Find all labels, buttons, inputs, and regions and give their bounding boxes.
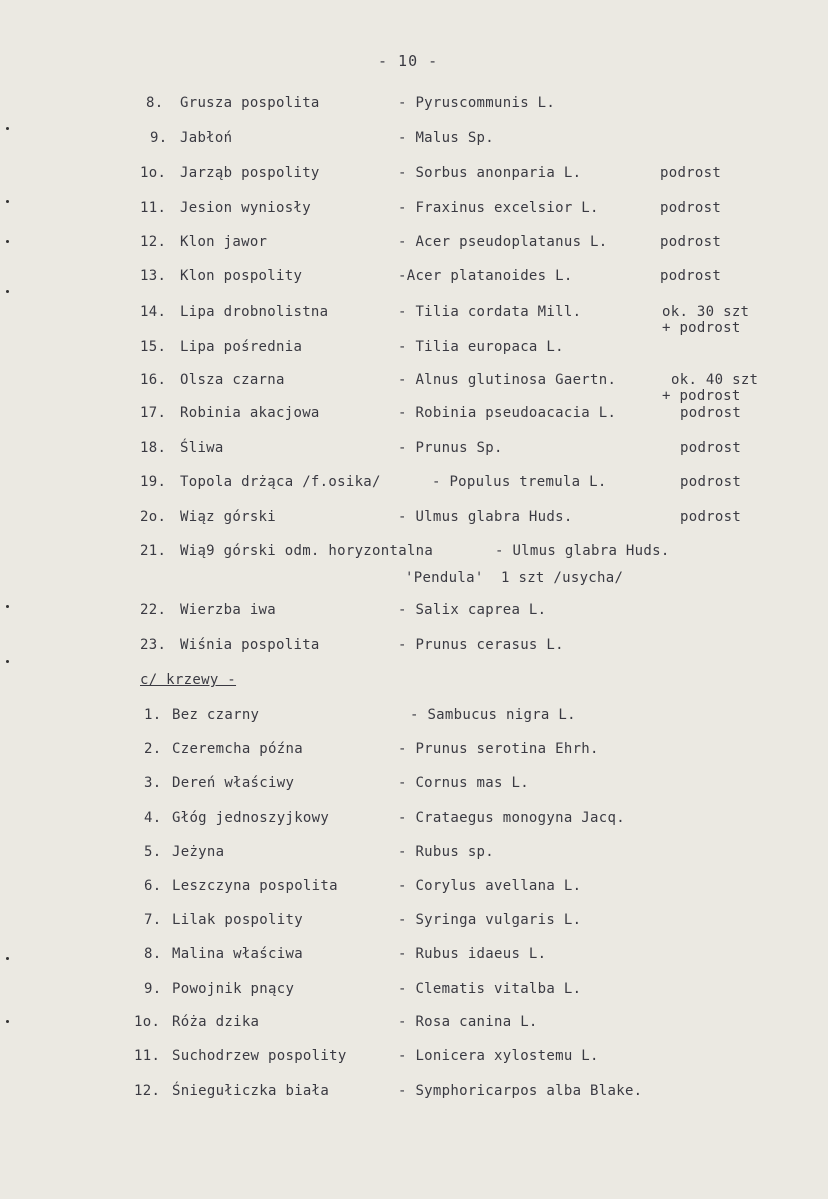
species-latin: - Tilia cordata Mill. (398, 304, 582, 320)
species-latin: - Syringa vulgaris L. (398, 912, 582, 928)
species-latin: - Alnus glutinosa Gaertn. (398, 372, 617, 388)
species-latin: - Crataegus monogyna Jacq. (398, 810, 625, 826)
list-number: 1o. (140, 165, 167, 181)
species-name: Głóg jednoszyjkowy (172, 810, 330, 826)
species-name: Wierzba iwa (180, 602, 277, 618)
species-name: Róża dzika (172, 1014, 260, 1030)
list-number: 21. (140, 543, 167, 559)
list-number: 19. (140, 474, 167, 490)
species-name: Dereń właściwy (172, 775, 295, 791)
species-note: ok. 40 szt (671, 372, 759, 388)
punch-hole-mark (6, 1020, 9, 1023)
list-number: 15. (140, 339, 167, 355)
punch-hole-mark (6, 240, 9, 243)
list-number: 2o. (140, 509, 167, 525)
species-note: podrost (680, 509, 742, 525)
list-number: 18. (140, 440, 167, 456)
species-name: Olsza czarna (180, 372, 285, 388)
list-number: 8. (146, 95, 164, 111)
page-number: - 10 - (378, 52, 439, 70)
list-number: 17. (140, 405, 167, 421)
species-name: Klon jawor (180, 234, 268, 250)
species-latin: - Populus tremula L. (432, 474, 607, 490)
list-number: 13. (140, 268, 167, 284)
species-latin: - Tilia europaca L. (398, 339, 564, 355)
species-latin: - Ulmus glabra Huds. (495, 543, 670, 559)
species-note: podrost (680, 474, 742, 490)
species-note: podrost (680, 440, 742, 456)
punch-hole-mark (6, 605, 9, 608)
species-note: podrost (660, 200, 722, 216)
list-number: 2. (144, 741, 162, 757)
species-note-continued: 'Pendula' 1 szt /usycha/ (405, 570, 624, 586)
species-latin: - Prunus cerasus L. (398, 637, 564, 653)
species-name: Jabłoń (180, 130, 233, 146)
list-number: 1. (144, 707, 162, 723)
species-note-continued: + podrost (662, 320, 741, 336)
species-latin: - Clematis vitalba L. (398, 981, 582, 997)
species-name: Grusza pospolita (180, 95, 320, 111)
species-latin: - Rubus sp. (398, 844, 495, 860)
species-name: Lipa drobnolistna (180, 304, 329, 320)
section-heading: c/ krzewy - (140, 672, 237, 688)
list-number: 11. (140, 200, 167, 216)
species-name: Leszczyna pospolita (172, 878, 338, 894)
species-name: Śliwa (180, 440, 224, 456)
list-number: 12. (134, 1083, 161, 1099)
species-latin: - Corylus avellana L. (398, 878, 582, 894)
list-number: 12. (140, 234, 167, 250)
species-latin: - Salix caprea L. (398, 602, 547, 618)
species-name: Powojnik pnący (172, 981, 295, 997)
list-number: 7. (144, 912, 162, 928)
species-note: podrost (660, 165, 722, 181)
species-note: podrost (660, 234, 722, 250)
list-number: 4. (144, 810, 162, 826)
species-note: podrost (660, 268, 722, 284)
species-latin: - Pyruscommunis L. (398, 95, 556, 111)
species-latin: - Sorbus anonparia L. (398, 165, 582, 181)
list-number: 5. (144, 844, 162, 860)
species-latin: - Rubus idaeus L. (398, 946, 547, 962)
species-latin: - Malus Sp. (398, 130, 495, 146)
species-latin: - Sambucus nigra L. (410, 707, 576, 723)
list-number: 3. (144, 775, 162, 791)
species-name: Wiśnia pospolita (180, 637, 320, 653)
species-name: Suchodrzew pospolity (172, 1048, 347, 1064)
species-name: Topola drżąca /f.osika/ (180, 474, 381, 490)
species-latin: - Robinia pseudoacacia L. (398, 405, 617, 421)
punch-hole-mark (6, 290, 9, 293)
list-number: 9. (144, 981, 162, 997)
species-name: Klon pospolity (180, 268, 303, 284)
list-number: 1o. (134, 1014, 161, 1030)
list-number: 14. (140, 304, 167, 320)
species-latin: - Prunus serotina Ehrh. (398, 741, 599, 757)
species-name: Czeremcha późna (172, 741, 303, 757)
species-name: Malina właściwa (172, 946, 303, 962)
species-latin: -Acer platanoides L. (398, 268, 573, 284)
list-number: 11. (134, 1048, 161, 1064)
species-name: Bez czarny (172, 707, 260, 723)
species-name: Śniegułiczka biała (172, 1083, 330, 1099)
list-number: 6. (144, 878, 162, 894)
punch-hole-mark (6, 957, 9, 960)
punch-hole-mark (6, 660, 9, 663)
list-number: 22. (140, 602, 167, 618)
list-number: 23. (140, 637, 167, 653)
species-note: podrost (680, 405, 742, 421)
punch-hole-mark (6, 127, 9, 130)
species-note: ok. 30 szt (662, 304, 750, 320)
list-number: 16. (140, 372, 167, 388)
species-name: Lipa pośrednia (180, 339, 303, 355)
species-latin: - Symphoricarpos alba Blake. (398, 1083, 643, 1099)
species-name: Lilak pospolity (172, 912, 303, 928)
species-latin: - Prunus Sp. (398, 440, 503, 456)
species-name: Wią9 górski odm. horyzontalna (180, 543, 434, 559)
species-latin: - Acer pseudoplatanus L. (398, 234, 608, 250)
species-latin: - Fraxinus excelsior L. (398, 200, 599, 216)
species-latin: - Ulmus glabra Huds. (398, 509, 573, 525)
list-number: 9. (150, 130, 168, 146)
species-latin: - Lonicera xylostemu L. (398, 1048, 599, 1064)
species-name: Wiąz górski (180, 509, 277, 525)
species-latin: - Rosa canina L. (398, 1014, 538, 1030)
punch-hole-mark (6, 200, 9, 203)
species-note-continued: + podrost (662, 388, 741, 404)
species-name: Jarząb pospolity (180, 165, 320, 181)
list-number: 8. (144, 946, 162, 962)
species-name: Robinia akacjowa (180, 405, 320, 421)
species-name: Jesion wyniosły (180, 200, 311, 216)
species-name: Jeżyna (172, 844, 225, 860)
species-latin: - Cornus mas L. (398, 775, 529, 791)
